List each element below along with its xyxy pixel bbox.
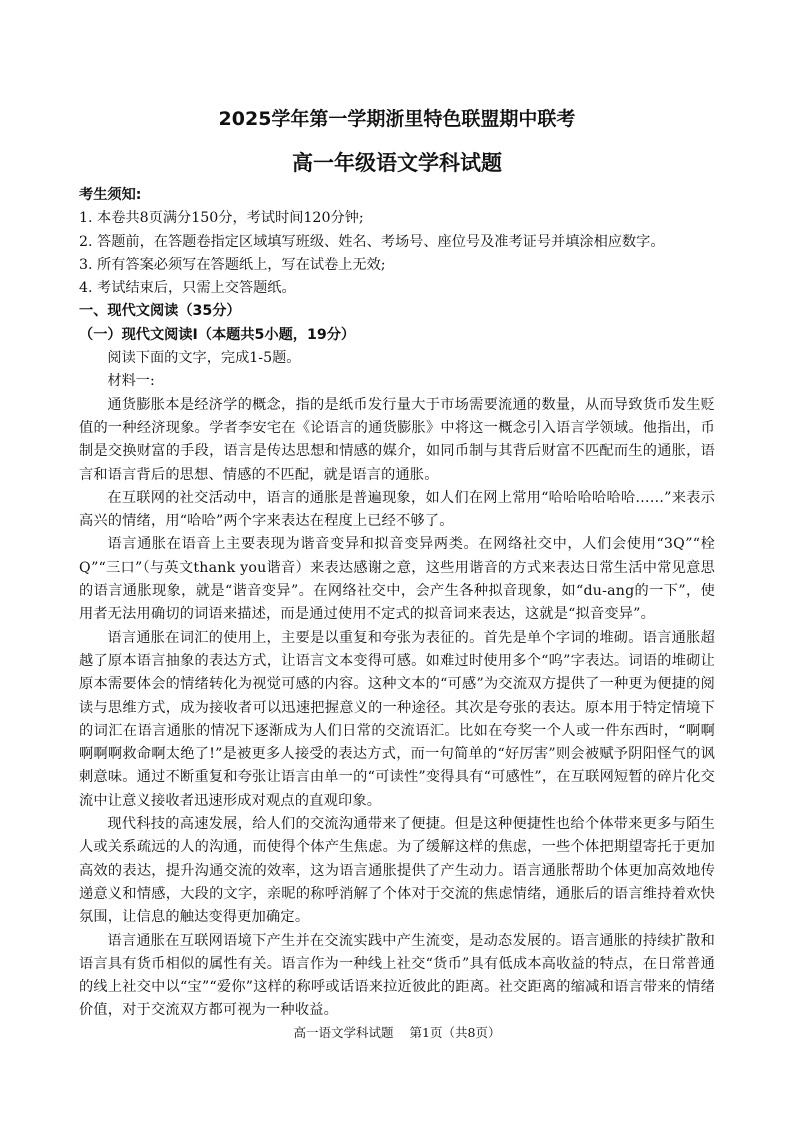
exam-content [79,184,715,1023]
notice-item-3: 3. 所有答案必须写在答题纸上，写在试卷上无效; [79,256,386,273]
exam-title: 2025学年第一学期浙里特色联盟期中联考 [218,108,576,130]
notice-item-2: 2. 答题前，在答题卷指定区域填写班级、姓名、考场号、座位号及准考证号并填涂相应数字。 [79,233,665,250]
notice-item-1: 1. 本卷共8页满分150分，考试时间120分钟; [79,210,364,227]
part-heading: （一）现代文阅读Ⅰ（本题共5小题，19分） [79,326,356,343]
section-heading: 一、现代文阅读（35分） [79,303,241,320]
page-footer [0,1023,794,1041]
paragraph-4: 语言通胀在词汇的使用上，主要是以重复和夸张为表征的。首先是单个字词的堆砌。语言通胀超越了原本语言抽象的表达方式，让语言文本变得可感。如难过时使用多个“呜”字表达。词语的堆砌让原本需要体会的情绪转化为视觉可感的内容。这种文本的“可感”为交流双方提供了一种更为便捷的阅读与思维方式，成为接收者可以迅速把握意义的一种途径。其次是夸张的表达。原本用于特定情境下的词汇在语言通胀的情况下逐渐成为人们日常的交流语汇。比如在夸奖一个人或一件东西时，“啊啊啊啊啊救命啊太绝了!”是被更多人接受的表达方式，而一句简单的“好厉害”则会被赋予阴阳怪气的讽刺意味。通过不断重复和夸张让语言由单一的“可读性”变得具有“可感性”，在互联网短暂的碎片化交流中让意义接收者迅速形成对观点的直观印象。 [79,629,715,809]
paragraph-3: 语言通胀在语音上主要表现为谐音变异和拟音变异两类。在网络社交中，人们会使用“3Q”“栓Q”“三口”（与英文thank you谐音）来表达感谢之意，这些用谐音的方式来表达日常生活中常见意思的语言通胀现象，就是“谐音变异”。在网络社交中，会产生各种拟音现象，如“du-ang的一下”，使用者无法用确切的词语来描述，而是通过使用不定式的拟音词来表达，这就是“拟音变异”。 [79,536,715,623]
material-label: 材料一: [107,373,155,390]
paragraph-6: 语言通胀在互联网语境下产生并在交流实践中产生流变，是动态发展的。语言通胀的持续扩散和语言具有货币相似的属性有关。语言作为一种线上社交“货币”具有低成本高收益的特点，在日常普通的线上社交中以“宝”“爱你”这样的称呼或话语来拉近彼此的距离。社交距离的缩减和语言带来的情绪价值，对于交流双方都可视为一种收益。 [79,932,715,1019]
paragraph-2: 在互联网的社交活动中，语言的通胀是普遍现象，如人们在网上常用“哈哈哈哈哈哈……”来表示高兴的情绪，用“哈哈”两个字来表达在程度上已经不够了。 [79,489,715,530]
paragraph-1: 通货膨胀本是经济学的概念，指的是纸币发行量大于市场需要流通的数量，从而导致货币发生贬值的一种经济现象。学者李安宅在《论语言的通货膨胀》中将这一概念引入语言学领域。他指出，币制是交换财富的手段，语言是传达思想和情感的媒介，如同币制与其背后财富不匹配而生的通胀，语言和语言背后的思想、情感的不匹配，就是语言的通胀。 [79,396,715,483]
paragraph-5: 现代科技的高速发展，给人们的交流沟通带来了便捷。但是这种便捷性也给个体带来更多与陌生人或关系疏远的人的沟通，而使得个体产生焦虑。为了缓解这样的焦虑，一些个体把期望寄托于更加高效的表达，提升沟通交流的效率，这为语言通胀提供了产生动力。语言通胀帮助个体更加高效地传递意义和情感，大段的文字，亲昵的称呼消解了个体对于交流的焦虑情绪，通胀后的语言维持着欢快氛围，让信息的触达变得更加确定。 [79,816,715,926]
reading-instruction: 阅读下面的文字，完成1-5题。 [107,350,301,367]
notice-item-4: 4. 考试结束后，只需上交答题纸。 [79,280,296,297]
footer-subject: 高一语文学科试题 [293,1025,394,1040]
footer-page-number: 第1页（共8页） [409,1025,501,1040]
notice-heading: 考生须知: [79,187,142,203]
exam-subtitle: 高一年级语文学科试题 [292,151,502,175]
